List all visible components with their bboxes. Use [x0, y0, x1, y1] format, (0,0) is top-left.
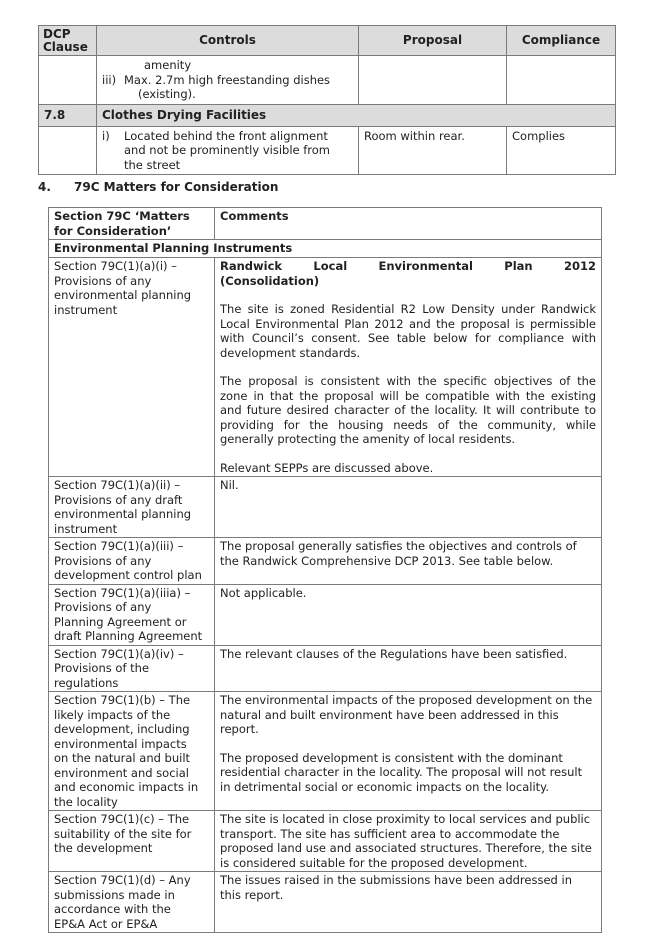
matter-section [49, 584, 215, 645]
dcp-item-row [39, 126, 616, 175]
matter-line: Section 79C(1)(c) – The [54, 812, 190, 826]
control-text: the street [124, 157, 181, 172]
matter-line: Section 79C(1)(a)(iii) – [54, 539, 184, 553]
controls-cell [97, 56, 359, 105]
comment-paragraph: The proposal is consistent with the specific objectives of the zone in that the proposal will be compatible with the existing and future desired character of the locality. It will contribute to providing for the housing needs of the community, while generally protecting the amenity of local residents. [220, 374, 596, 446]
group-title: Environmental Planning Instruments [49, 240, 602, 258]
control-text: and not be prominently visible from [124, 143, 331, 157]
matter-line: the development [54, 841, 153, 855]
matter-line: Section 79C(1)(b) – The [54, 693, 191, 707]
header-line: Clause [43, 39, 88, 54]
matters-table [48, 207, 602, 933]
comments-header: Comments [215, 208, 602, 240]
matter-row [49, 692, 602, 811]
matter-line: Provisions of any [54, 600, 152, 614]
dcp-section-row [39, 104, 616, 126]
section-heading [38, 180, 278, 194]
matter-line: Provisions of any draft [54, 492, 183, 507]
lep-title-line2: (Consolidation) [220, 273, 320, 288]
header-line: for Consideration’ [54, 223, 172, 238]
compliance-cell [507, 56, 616, 105]
matter-line: instrument [54, 521, 118, 536]
matter-comment: Not applicable. [215, 584, 602, 645]
matter-section [49, 477, 215, 538]
matter-line: Section 79C(1)(a)(i) – [54, 259, 177, 273]
title-word: Local [313, 259, 348, 273]
matter-comment: The issues raised in the submissions have been addressed in this report. [215, 872, 602, 933]
matter-line: Planning Agreement or [54, 614, 187, 629]
matter-line: Section 79C(1)(a)(iiia) – [54, 585, 191, 600]
comment-paragraph: Relevant SEPPs are discussed above. [220, 460, 434, 475]
matter-comment [215, 258, 602, 477]
matter-line: submissions made in [54, 887, 175, 902]
comment-paragraph: The site is zoned Residential R2 Low Density under Randwick Local Environmental Plan 2012 and the proposal is permissible with Council’s consent. See table below for compliance with development standards. [220, 302, 596, 360]
dcp-header-row [39, 26, 616, 56]
matter-line: environment and social [54, 765, 189, 780]
matter-row [49, 538, 602, 585]
section-clause: 7.8 [39, 104, 97, 126]
matter-row [49, 584, 602, 645]
header-line: DCP [43, 26, 71, 41]
matter-line: EP&A Act or EP&A [54, 916, 158, 931]
dcp-continued-row [39, 56, 616, 105]
clause-cell [39, 126, 97, 175]
matter-line: Provisions of any [54, 273, 152, 288]
matter-section [49, 645, 215, 692]
title-word: Environmental [378, 259, 473, 273]
matter-line: development control plan [54, 568, 202, 582]
matter-line: Section 79C(1)(a)(ii) – [54, 478, 181, 492]
matter-line: and economic impacts in [54, 780, 199, 794]
matter-line: Provisions of the [54, 661, 150, 675]
matter-row [49, 645, 602, 692]
section-number: 4. [38, 180, 51, 194]
matter-section [49, 811, 215, 872]
title-word: Plan [504, 259, 533, 273]
matter-line: environmental impacts [54, 736, 187, 751]
controls-cell [97, 126, 359, 175]
matter-line: environmental planning [54, 507, 192, 521]
section-title: 79C Matters for Consideration [74, 180, 279, 194]
matter-line: development, including [54, 722, 190, 736]
section-title: Clothes Drying Facilities [97, 104, 616, 126]
group-row [49, 240, 602, 258]
matter-line: draft Planning Agreement [54, 629, 203, 643]
proposal-cell: Room within rear. [359, 126, 507, 175]
matter-section [49, 538, 215, 585]
comment-paragraph: The proposed development is consistent with the dominant residential character in the locality. The proposal will not result in detrimental social or economic impacts on the locality. [220, 750, 583, 794]
control-text: Max. 2.7m high freestanding dishes [124, 72, 331, 87]
matter-comment: Nil. [215, 477, 602, 538]
control-number: iii) [102, 72, 117, 87]
matter-section [49, 258, 215, 477]
matter-comment: The relevant clauses of the Regulations have been satisfied. [215, 645, 602, 692]
matter-row [49, 477, 602, 538]
matter-line: suitability of the site for [54, 826, 192, 841]
matter-section [49, 872, 215, 933]
control-text: Located behind the front alignment [124, 128, 328, 143]
compliance-header: Compliance [507, 26, 616, 56]
matter-line: Section 79C(1)(d) – Any [54, 873, 191, 887]
matter-line: on the natural and built [54, 751, 191, 765]
matter-row [49, 872, 602, 933]
matter-line: the locality [54, 794, 118, 809]
matter-line: likely impacts of the [54, 707, 171, 722]
control-text: (existing). [138, 87, 196, 101]
lep-title [220, 259, 596, 274]
matter-line: regulations [54, 675, 119, 690]
controls-header: Controls [97, 26, 359, 56]
matter-line: Provisions of any [54, 553, 152, 568]
compliance-cell: Complies [507, 126, 616, 175]
header-line: Section 79C ‘Matters [54, 209, 190, 223]
title-word: 2012 [563, 259, 596, 273]
matter-line: accordance with the [54, 902, 171, 916]
dcp-clause-header [39, 26, 97, 56]
matter-row [49, 258, 602, 477]
matter-section [49, 692, 215, 811]
clause-cell [39, 56, 97, 105]
matter-comment: The proposal generally satisfies the objectives and controls of the Randwick Comprehensive DCP 2013. See table below. [215, 538, 602, 585]
matter-row [49, 811, 602, 872]
comment-paragraph: The environmental impacts of the proposed development on the natural and built environment have been addressed in this report. [220, 693, 593, 736]
matter-line: environmental planning [54, 288, 192, 302]
matter-comment [215, 692, 602, 811]
proposal-cell [359, 56, 507, 105]
proposal-header: Proposal [359, 26, 507, 56]
matter-comment: The site is located in close proximity to local services and public transport. The site has sufficient area to accommodate the proposed land use and associated structures. Therefore, the site is considered suitable for the proposed development. [215, 811, 602, 872]
matter-line: Section 79C(1)(a)(iv) – [54, 646, 184, 661]
dcp-table [38, 25, 616, 175]
control-text: amenity [144, 58, 192, 72]
title-word: Randwick [220, 259, 283, 273]
matters-header-row [49, 208, 602, 240]
matter-line: instrument [54, 302, 118, 317]
section-header [49, 208, 215, 240]
control-number: i) [102, 128, 110, 143]
